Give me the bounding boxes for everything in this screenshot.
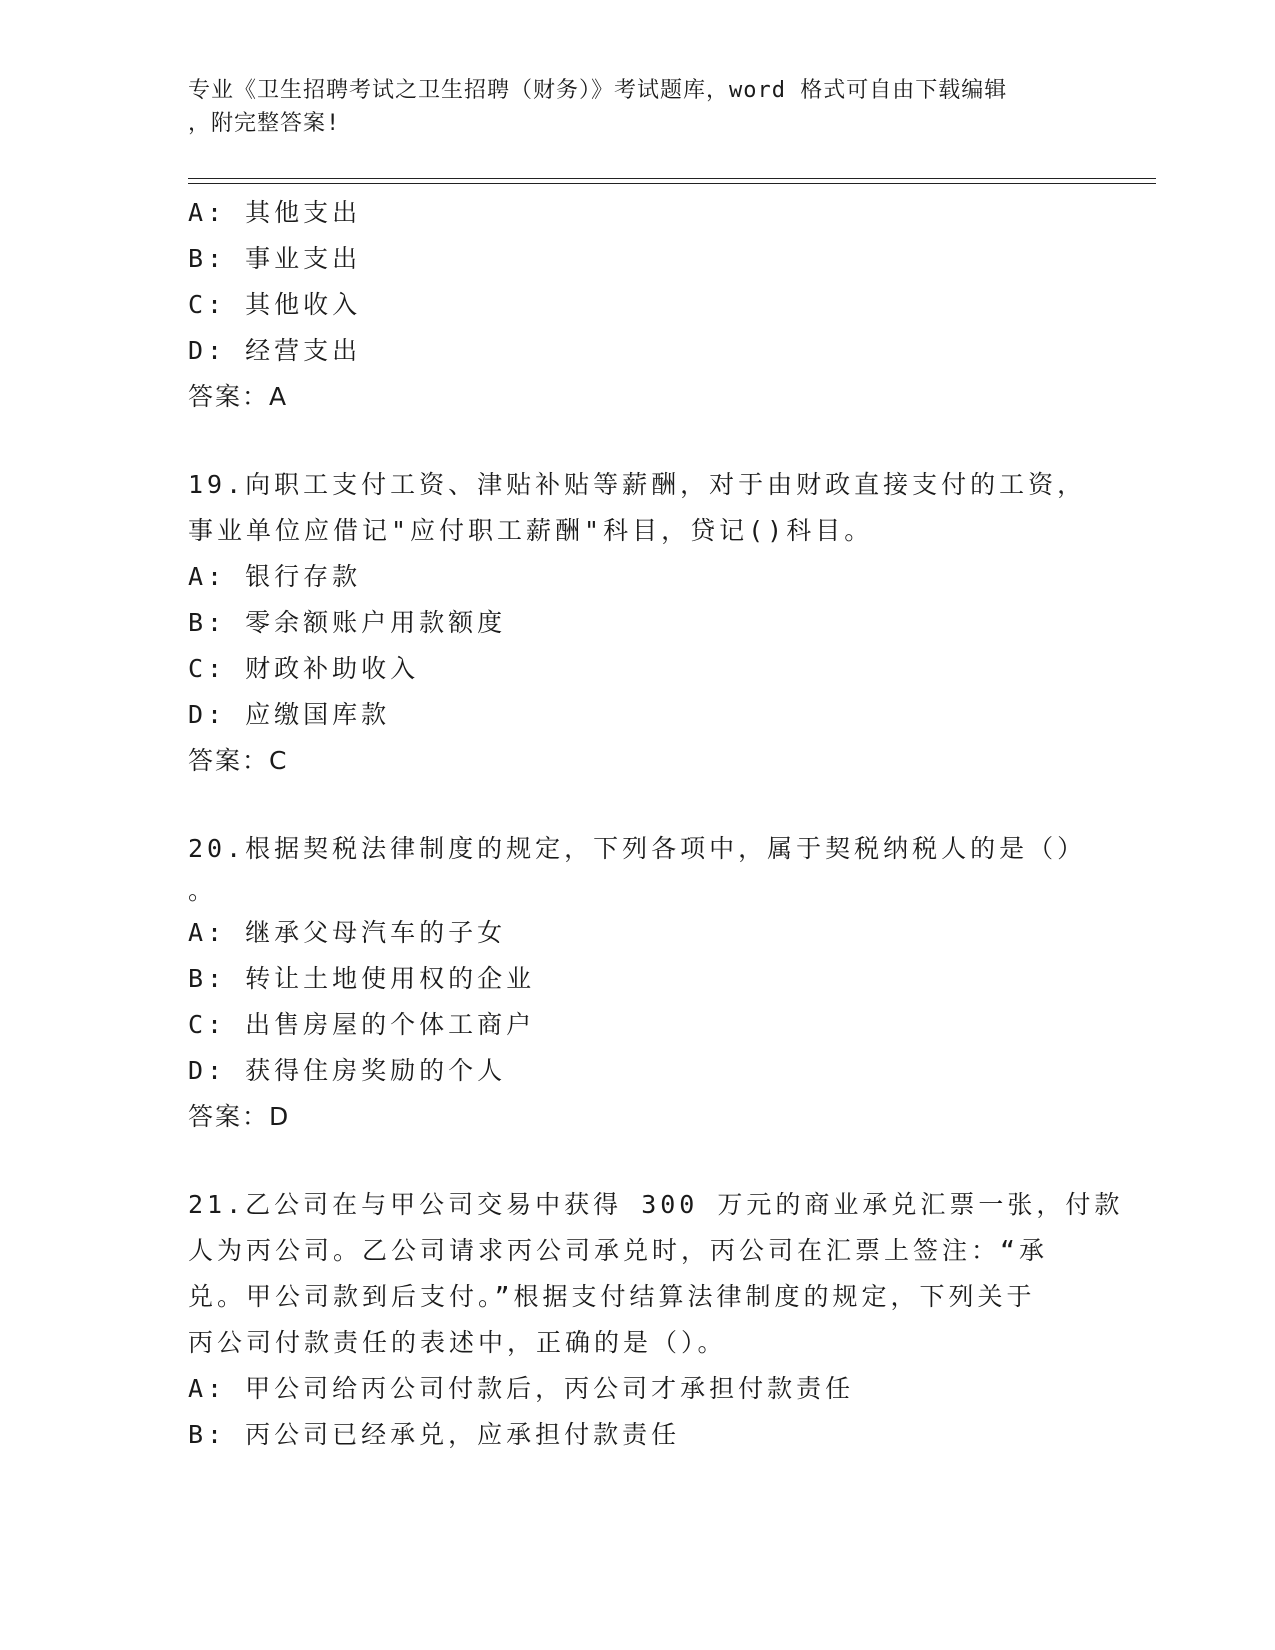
document-header: [188, 74, 1068, 140]
option-b: B: 事业支出: [188, 244, 362, 273]
spacer: [188, 420, 1088, 462]
question-text-line: 19.向职工支付工资、津贴补贴等薪酬，对于由财政直接支付的工资，: [188, 470, 1087, 499]
question-text-line: 21.乙公司在与甲公司交易中获得 300 万元的商业承兑汇票一张，付款: [188, 1190, 1124, 1219]
option-c: C: 出售房屋的个体工商户: [188, 1010, 536, 1039]
question-list: [188, 190, 1124, 1458]
answer-label: 答案：D: [188, 1102, 291, 1131]
option-d: D: 经营支出: [188, 336, 362, 365]
question-18-partial: [188, 190, 1088, 420]
option-d: D: 获得住房奖励的个人: [188, 1056, 507, 1085]
option-a: A: 甲公司给丙公司付款后，丙公司才承担付款责任: [188, 1374, 855, 1403]
question-text-line: 事业单位应借记"应付职工薪酬"科目，贷记()科目。: [188, 516, 874, 545]
option-b: B: 零余额账户用款额度: [188, 608, 507, 637]
option-c: C: 其他收入: [188, 290, 362, 319]
header-divider-bottom: [188, 183, 1156, 184]
option-b: B: 丙公司已经承兑，应承担付款责任: [188, 1420, 681, 1449]
question-text-line: 人为丙公司。乙公司请求丙公司承兑时，丙公司在汇票上签注：“承: [188, 1236, 1049, 1265]
option-a: A: 银行存款: [188, 562, 362, 591]
question-text-line: 。: [188, 876, 218, 905]
question-20: [188, 826, 1088, 1140]
option-a: A: 继承父母汽车的子女: [188, 918, 507, 947]
question-text-line: 20.根据契税法律制度的规定，下列各项中，属于契税纳税人的是（）: [188, 834, 1087, 863]
answer-label: 答案：A: [188, 382, 289, 411]
question-text-line: 丙公司付款责任的表述中，正确的是（）。: [188, 1328, 727, 1357]
header-divider-top: [188, 178, 1156, 179]
answer-label: 答案：C: [188, 746, 289, 775]
question-21: [188, 1182, 1124, 1458]
header-line-2: ，附完整答案!: [188, 111, 341, 136]
spacer: [188, 1140, 1088, 1182]
option-d: D: 应缴国库款: [188, 700, 391, 729]
question-19: [188, 462, 1088, 784]
option-b: B: 转让土地使用权的企业: [188, 964, 536, 993]
question-text-line: 兑。甲公司款到后支付。”根据支付结算法律制度的规定，下列关于: [188, 1282, 1036, 1311]
option-a: A: 其他支出: [188, 198, 362, 227]
spacer: [188, 784, 1088, 826]
option-c: C: 财政补助收入: [188, 654, 420, 683]
header-line-1: 专业《卫生招聘考试之卫生招聘（财务）》考试题库，word 格式可自由下载编辑: [188, 78, 1008, 103]
